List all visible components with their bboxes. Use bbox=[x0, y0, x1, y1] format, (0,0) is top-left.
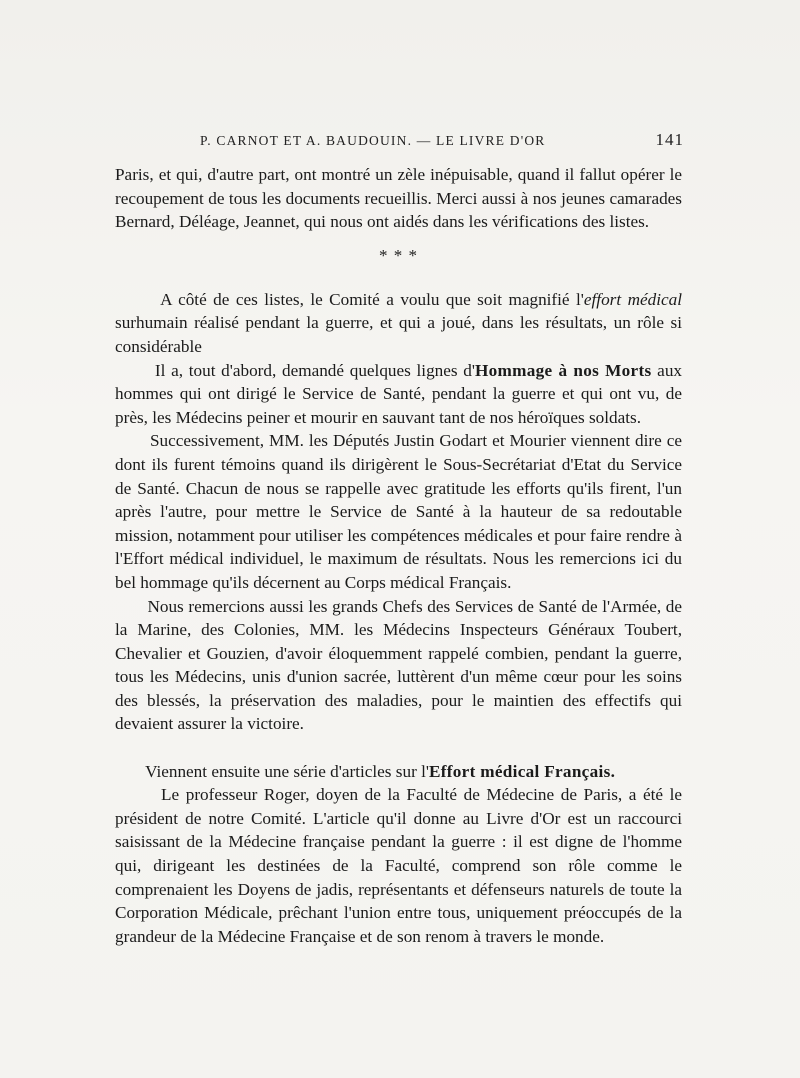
paragraph-2 bbox=[115, 288, 682, 359]
paragraph-2-end: surhumain réalisé pendant la guerre, et qui a joué, dans les résultats, un rôle si considérable bbox=[115, 313, 682, 356]
paragraph-3-start: Il a, tout d'abord, demandé quelques lignes d' bbox=[154, 360, 475, 380]
running-header bbox=[200, 130, 684, 150]
effort-medical-heading: Effort médical Français. bbox=[428, 761, 616, 781]
hommage-heading: Hommage à nos Morts bbox=[474, 360, 652, 380]
section-separator bbox=[115, 245, 682, 265]
body-text bbox=[115, 163, 682, 948]
paragraph-7-text: Le professeur Roger, doyen de la Faculté de Médecine de Paris, a été le président de notre Comité. L'article qu'il donne au Livre d'Or est un raccourci saisissant de la Médecine française pendant la guerre : il est digne de l'homme qui, dirigeant les destinées de la Faculté, comprend son rôle comme le comprenaient les Doyens de jadis, représentants et défenseurs naturels de toute la Corporation Médicale, prêchant l'union entre tous, uniquement préoccupés de la grandeur de la Médecine Française et de son renom à travers le monde. bbox=[115, 785, 682, 946]
paragraph-6-start: Viennent ensuite une série d'articles sur l' bbox=[145, 761, 429, 781]
paragraph-1: Paris, et qui, d'autre part, ont montré un zèle inépuisable, quand il fallut opérer le recoupement de tous les documents recueillis. Merci aussi à nos jeunes camarades Bernard, Déléage, Jeannet, qui nous ont aidés dans les vérifications des listes. bbox=[115, 165, 682, 232]
paragraph-4 bbox=[115, 429, 682, 594]
paragraph-7 bbox=[115, 783, 682, 948]
page-number: 141 bbox=[655, 130, 684, 149]
paragraph-3-end: aux hommes qui ont dirigé le Service de Santé, pendant la guerre et qui ont vu, de près, les Médecins peiner et mourir en sauvant tant de nos héroïques soldats. bbox=[115, 360, 683, 427]
paragraph-6 bbox=[115, 760, 682, 784]
paragraph-5 bbox=[115, 595, 682, 737]
paragraph-5-text: Nous remercions aussi les grands Chefs des Services de Santé de l'Armée, de la Marine, des Colonies, MM. les Médecins Inspecteurs Généraux Toubert, Chevalier et Gouzien, d'avoir éloquemment rappelé combien, pendant la guerre, tous les Médecins, unis d'union sacrée, luttèrent d'un même cœur pour les soins des blessés, la préservation des maladies, pour le maintien des effectifs qui devaient assurer la victoire. bbox=[115, 596, 683, 734]
paragraph-2-start: A côté de ces listes, le Comité a voulu que soit magnifié l' bbox=[160, 289, 584, 309]
running-title: P. CARNOT ET A. BAUDOUIN. — LE LIVRE D'OR bbox=[200, 133, 546, 148]
paragraph-4-text: Successivement, MM. les Députés Justin Godart et Mourier viennent dire ce dont ils furent témoins quand ils dirigèrent le Sous-Secrétariat d'Etat du Service de Santé. Chacun de nous se rappelle avec gratitude les efforts qu'ils firent, l'un après l'autre, pour mettre le Service de Santé à la hauteur de sa redoutable mission, notamment pour utiliser les compétences médicales et pour faire rendre à l'Effort médical individuel, le maximum de résultats. Nous les remercions ici du bel hommage qu'ils décernent au Corps médical Français. bbox=[115, 431, 682, 592]
paragraph-3 bbox=[115, 359, 682, 430]
separator-asterisks: * * * bbox=[379, 245, 418, 265]
paragraph-gap bbox=[115, 736, 682, 760]
effort-medical-emphasis: effort médical bbox=[583, 289, 682, 309]
